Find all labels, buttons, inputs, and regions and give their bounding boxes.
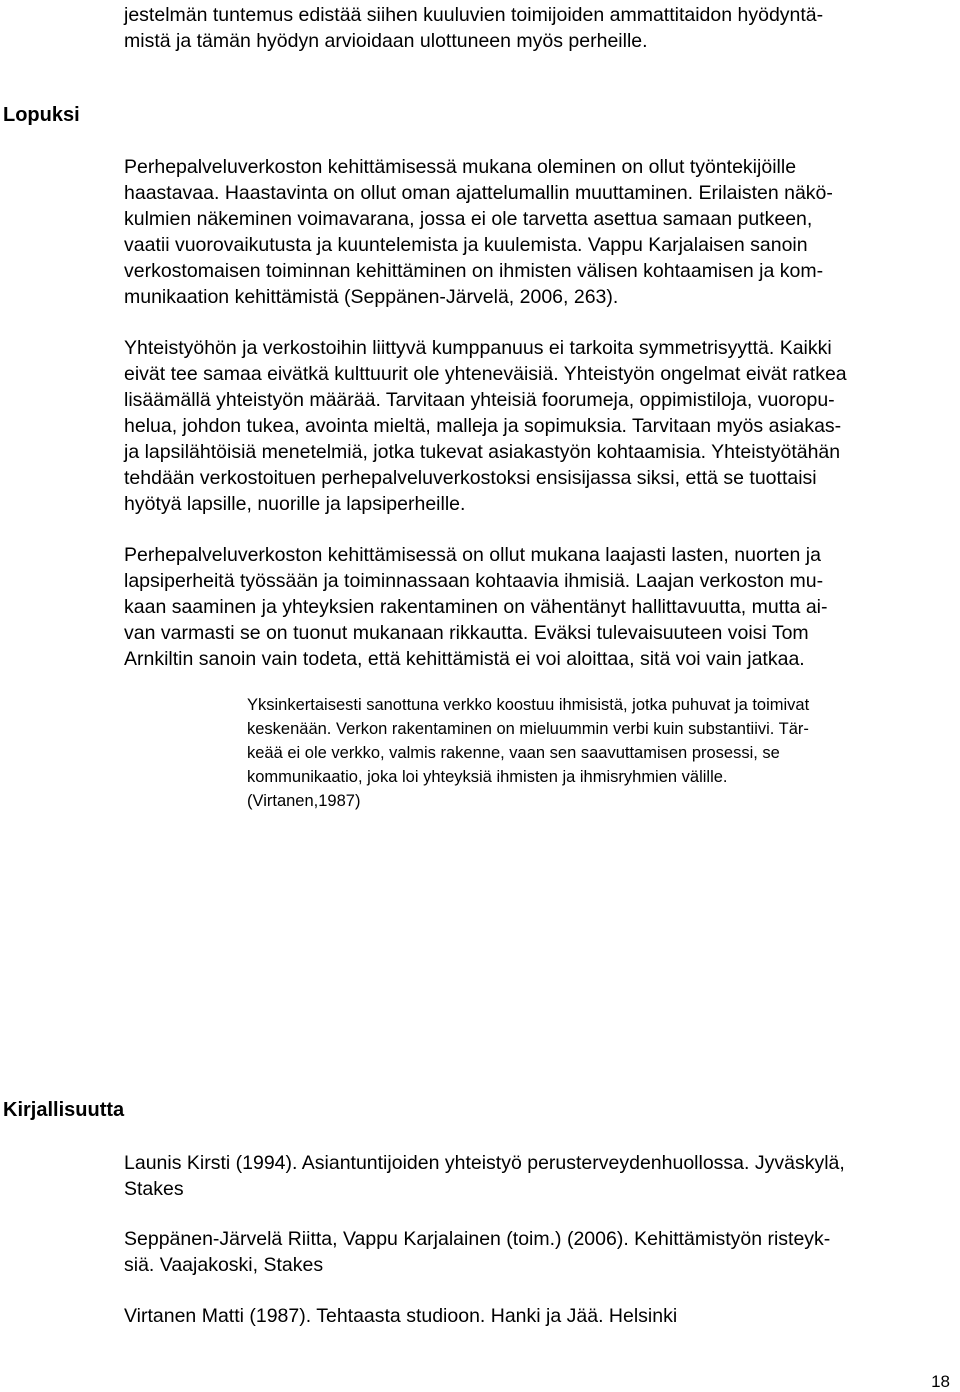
section-heading-lopuksi: Lopuksi [3, 104, 80, 126]
reference-line: Virtanen Matti (1987). Tehtaasta studioon. Hanki ja Jää. Helsinki [124, 1305, 678, 1327]
paragraph-line: hyötyä lapsille, nuorille ja lapsiperheille. [124, 493, 466, 515]
paragraph-line: kulmien näkeminen voimavarana, jossa ei ole tarvetta asettua samaan putkeen, [124, 208, 813, 230]
quote-line: keää ei ole verkko, valmis rakenne, vaan sen saavuttamisen prosessi, se [247, 744, 780, 762]
paragraph-line: munikaation kehittämistä (Seppänen-Järvelä, 2006, 263). [124, 286, 619, 308]
paragraph-line: verkostomaisen toiminnan kehittäminen on ihmisten välisen kohtaamisen ja kom- [124, 260, 824, 282]
page-number: 18 [931, 1372, 950, 1391]
paragraph-line: Perhepalveluverkoston kehittämisessä mukana oleminen on ollut työntekijöille [124, 156, 797, 178]
paragraph-line: helua, johdon tukea, avointa mieltä, malleja ja sopimuksia. Tarvitaan myös asiakas- [124, 415, 842, 437]
paragraph-line: van varmasti se on tuonut mukanaan rikkautta. Eväksi tulevaisuuteen voisi Tom [124, 622, 809, 644]
intro-line: jestelmän tuntemus edistää siihen kuuluvien toimijoiden ammattitaidon hyödyntä- [124, 4, 824, 26]
quote-citation: (Virtanen,1987) [247, 792, 361, 810]
paragraph-line: lapsiperheitä työssään ja toiminnassaan kohtaavia ihmisiä. Laajan verkoston mu- [124, 570, 824, 592]
paragraph-line: haastavaa. Haastavinta on ollut oman ajattelumallin muuttaminen. Erilaisten näkö- [124, 182, 833, 204]
quote-line: kommunikaatio, joka loi yhteyksiä ihmisten ja ihmisryhmien välille. [247, 768, 728, 786]
paragraph-line: Arnkiltin sanoin vain todeta, että kehittämistä ei voi aloittaa, sitä voi vain jatkaa. [124, 648, 805, 670]
paragraph-line: eivät tee samaa eivätkä kulttuurit ole yhteneväisiä. Yhteistyön ongelmat eivät ratkea [124, 363, 847, 385]
paragraph-line: lisäämällä yhteistyön määrää. Tarvitaan yhteisiä foorumeja, oppimistiloja, vuoropu- [124, 389, 835, 411]
paragraph-line: Yhteistyöhön ja verkostoihin liittyvä kumppanuus ei tarkoita symmetrisyyttä. Kaikki [124, 337, 832, 359]
intro-line: mistä ja tämän hyödyn arvioidaan ulottuneen myös perheille. [124, 30, 648, 52]
quote-line: Yksinkertaisesti sanottuna verkko koostuu ihmisistä, jotka puhuvat ja toimivat [247, 696, 810, 714]
paragraph-line: ja lapsilähtöisiä menetelmiä, jotka tukevat asiakastyön kohtaamisia. Yhteistyötähän [124, 441, 841, 463]
paragraph-line: Perhepalveluverkoston kehittämisessä on ollut mukana laajasti lasten, nuorten ja [124, 544, 821, 566]
reference-line: siä. Vaajakoski, Stakes [124, 1254, 324, 1276]
reference-line: Seppänen-Järvelä Riitta, Vappu Karjalainen (toim.) (2006). Kehittämistyön risteyk- [124, 1228, 831, 1250]
paragraph-line: vaatii vuorovaikutusta ja kuuntelemista ja kuulemista. Vappu Karjalaisen sanoin [124, 234, 808, 256]
paragraph-line: tehdään verkostoituen perhepalveluverkostoksi ensisijassa siksi, että se tuottaisi [124, 467, 817, 489]
paragraph-line: kaan saaminen ja yhteyksien rakentaminen on vähentänyt hallittavuutta, mutta ai- [124, 596, 828, 618]
reference-line: Stakes [124, 1178, 184, 1200]
section-heading-kirjallisuutta: Kirjallisuutta [3, 1099, 125, 1121]
quote-line: keskenään. Verkon rakentaminen on mieluummin verbi kuin substantiivi. Tär- [247, 720, 809, 738]
reference-line: Launis Kirsti (1994). Asiantuntijoiden yhteistyö perusterveydenhuollossa. Jyväskylä, [124, 1152, 845, 1174]
